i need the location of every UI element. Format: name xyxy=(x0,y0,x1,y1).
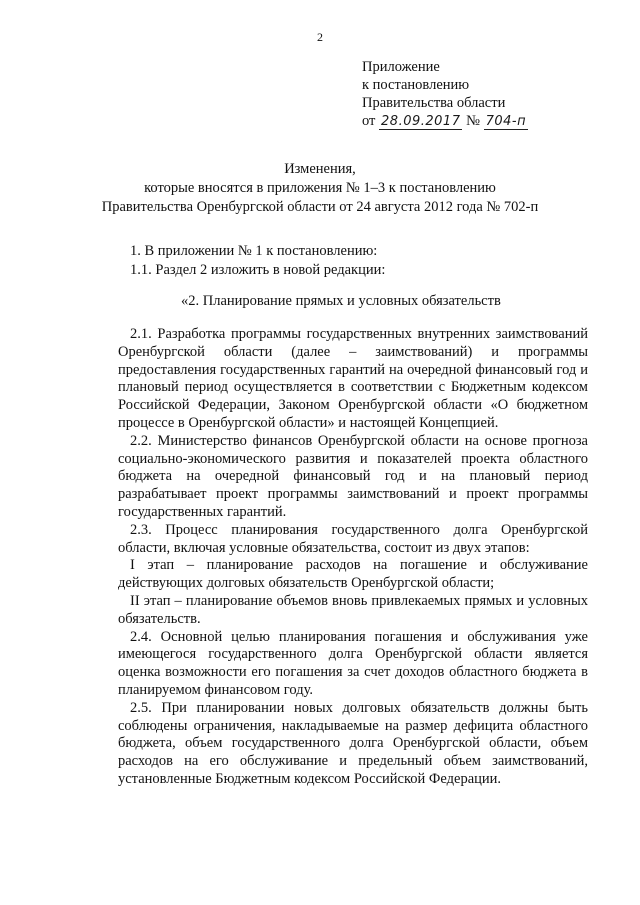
paragraph-2-2: 2.2. Министерство финансов Оренбургской области на основе прогноза социально-экономического развития и показателей проекта областного бюджета на очередной финансовый год и на плановый период разрабатывает проект программы заимствований и проект программы государственных гарантий. xyxy=(118,432,588,520)
page-number: 2 xyxy=(317,30,323,44)
paragraph-2-5: 2.5. При планировании новых долговых обязательств должны быть соблюдены ограничения, накладываемые на размер дефицита областного бюджета, объем государственного долга Оренбургской области, объем расходов на его обслуживание и предельный объем заимствований, установленные Бюджетным кодексом Российской Федерации. xyxy=(118,699,588,787)
paragraph-stage-1: I этап – планирование расходов на погашение и обслуживание действующих долговых обязательств Оренбургской области; xyxy=(118,557,588,592)
date-prefix: от xyxy=(362,113,376,129)
annex-line-3: Правительства области xyxy=(362,95,506,111)
annex-header xyxy=(362,58,528,131)
document-title xyxy=(0,160,640,217)
body-text xyxy=(118,326,588,789)
paragraph-2-3: 2.3. Процесс планирования государственного долга Оренбургской области, включая условные обязательства, состоит из двух этапов: xyxy=(118,521,588,556)
intro-item-2: 1.1. Раздел 2 изложить в новой редакции: xyxy=(130,262,386,278)
number-prefix: № xyxy=(466,113,480,129)
title-line-3: Правительства Оренбургской области от 24 августа 2012 года № 702-п xyxy=(101,199,539,215)
title-line-1: Изменения, xyxy=(284,161,356,177)
intro-block xyxy=(130,242,385,280)
annex-date-line xyxy=(362,112,528,131)
section-title: «2. Планирование прямых и условных обязательств xyxy=(181,293,501,309)
annex-line-1: Приложение xyxy=(362,59,440,75)
paragraph-2-1: 2.1. Разработка программы государственных внутренних заимствований Оренбургской области (далее – заимствований) и программы предоставления государственных гарантий на очередной финансовый год и плановый период осуществляется в соответствии с Бюджетным кодексом Российской Федерации, Законом Оренбургской области «О бюджетном процессе в Оренбургской области» и настоящей Концепцией. xyxy=(118,326,588,431)
title-line-2: которые вносятся в приложения № 1–3 к постановлению xyxy=(144,180,496,196)
intro-item-1: 1. В приложении № 1 к постановлению: xyxy=(130,243,378,259)
handwritten-number: 704-п xyxy=(485,114,527,129)
paragraph-2-4: 2.4. Основной целью планирования погашения и обслуживания уже имеющегося государственного долга Оренбургской области является оценка возможности его погашения за счет доходов областного бюджета в планируемом финансовом году. xyxy=(118,628,588,698)
handwritten-date: 28.09.2017 xyxy=(381,114,461,129)
annex-line-2: к постановлению xyxy=(362,77,470,93)
paragraph-stage-2: II этап – планирование объемов вновь привлекаемых прямых и условных обязательств. xyxy=(118,592,588,627)
